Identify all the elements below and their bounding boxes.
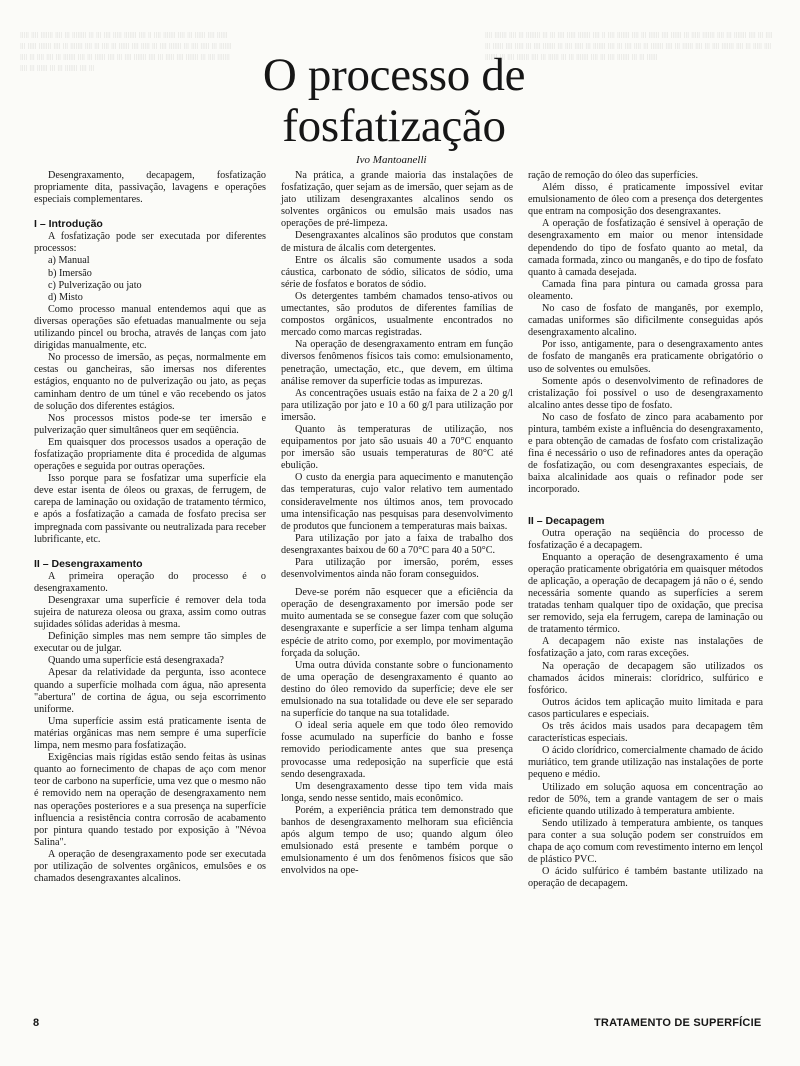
paragraph: Outros ácidos tem aplicação muito limitada e para casos particulares e especiais.	[528, 696, 763, 720]
paragraph: Na operação de decapagem são utilizados os chamados ácidos minerais: clorídrico, sulfúrico e fosfórico.	[528, 660, 763, 696]
paragraph: A decapagem não existe nas instalações de fosfatização a jato, com raras exceções.	[528, 636, 763, 660]
paragraph: O ideal seria aquele em que todo óleo removido fosse acumulado na superfície do banho e fosse removido periodicamente antes que sua presença provocasse uma redeposição na superfície que está sendo desengraxada.	[281, 720, 513, 780]
paragraph: Uma superfície assim está praticamente isenta de matérias orgânicas mas nem sempre é uma superfície limpa, nem mesmo para fosfatização.	[34, 715, 266, 752]
paragraph: Para utilização por imersão, porém, esses desenvolvimentos ainda não foram conseguidos.	[281, 557, 513, 581]
intro-paragraph: Desengraxamento, decapagem, fosfatização propriamente dita, passivação, lavagens e operações especiais complementares.	[34, 170, 266, 206]
paragraph: Quanto às temperaturas de utilização, nos equipamentos por jato são usuais 40 a 70°C enquanto por imersão são usuais temperaturas de 80°C até ebulição.	[281, 423, 513, 472]
section-heading-desengraxamento: II – Desengraxamento	[34, 557, 143, 570]
paragraph: Camada fina para pintura ou camada grossa para oleamento.	[528, 278, 763, 302]
paragraph: Por isso, antigamente, para o desengraxamento antes de fosfato de manganês era praticamente obrigatório o uso de solventes ou emulsões.	[528, 339, 763, 375]
paragraph: Na prática, a grande maioria das instalações de fosfatização, quer sejam as de imersão, quer sejam as de jato utilizam desengraxantes alcalinos sendo os solventes orgânicos ou emulsão mais usados nas operações de pré-limpeza.	[281, 170, 513, 230]
paragraph: Quando uma superfície está desengraxada?	[48, 655, 224, 667]
paragraph: A operação de desengraxamento pode ser executada por utilização de solventes orgânicos, emulsões e os chamados desengraxantes alcalinos.	[34, 848, 266, 885]
paragraph: Um desengraxamento desse tipo tem vida mais longa, sendo nesse sentido, mais econômico.	[281, 780, 513, 804]
paragraph: No processo de imersão, as peças, normalmente em cestas ou gancheiras, são imersas nos diferentes estágios, enquanto no de pulverização ou jato, as peças caminham dentro de um túnel e vão recebendo os jatos de solução dos diferentes estágios.	[34, 352, 266, 412]
paragraph: O custo da energia para aquecimento e manutenção das temperaturas, cujo valor relativo tem aumentado consideravelmente nos últimos anos, tem provocado uma intensificação nas pesquisas para desenvolvimento de produtos que funcionem a temperaturas mais baixas.	[281, 472, 513, 532]
article-title	[244, 50, 544, 152]
process-list-item: c) Pulverização ou jato	[48, 279, 142, 291]
paragraph: O ácido clorídrico, comercialmente chamado de ácido muriático, tem grande utilização nas instalações de porte pequeno e médio.	[528, 745, 763, 781]
process-list-item: b) Imersão	[48, 267, 92, 279]
paragraph: Apesar da relatividade da pergunta, isso acontece quando a superfície molhada com água, não apresenta "abertura" de cortina de água, ou seja escorrimento uniforme.	[34, 667, 266, 715]
paragraph: Desengraxar uma superfície é remover dela toda sujeira de natureza oleosa ou graxa, assim como outras sujidades sólidas aderidas à mesma.	[34, 594, 266, 631]
paragraph: A fosfatização pode ser executada por diferentes processos:	[34, 231, 266, 255]
paragraph: Uma outra dúvida constante sobre o funcionamento de uma operação de desengraxamento é quanto ao destino do óleo removido da superfície; deve ele ser emulsionado na sua totalidade ou deve ele ser separado na superfície do tanque na sua totalidade.	[281, 659, 513, 720]
paragraph: ração de remoção do óleo das superfícies.	[528, 170, 698, 181]
process-list-item: d) Misto	[48, 291, 83, 303]
paragraph: Outra operação na seqüência do processo de fosfatização é a decapagem.	[528, 527, 763, 551]
text-column-3	[528, 170, 763, 890]
paragraph: Sendo utilizado à temperatura ambiente, os tanques para conter a sua solução podem ser construídos em chapa de aço comum com revestimento interno em lençol de plástico PVC.	[528, 817, 763, 866]
paragraph: A operação de fosfatização é sensível à operação de desengraxamento em maior ou menor intensidade dependendo do tipo de fosfato quanto ao metal, da camada formada, zinco ou manganês, e do tipo de fosfato quanto à camada desejada.	[528, 218, 763, 278]
process-list	[34, 255, 266, 303]
paragraph: Os detergentes também chamados tenso-ativos ou umectantes, são produtos de diferentes famílias de compostos orgânicos, usualmente encontrados no mercado como marcas registradas.	[281, 290, 513, 339]
article-title-line-1: O processo de	[262, 49, 526, 101]
paragraph: Desengraxantes alcalinos são produtos que constam de mistura de álcalis com detergentes.	[281, 230, 513, 254]
paragraph: As concentrações usuais estão na faixa de 2 a 20 g/l para utilização por jato e 10 a 60 g/l para utilização por imersão.	[281, 387, 513, 423]
paragraph: Na operação de desengraxamento entram em função diversos fenômenos físicos tais como: emulsionamento, penetração, umectação, etc., que devem, em última análise remover da superfície todas as impurezas.	[281, 339, 513, 387]
paragraph: Os três ácidos mais usados para decapagem têm características especiais.	[528, 721, 763, 745]
paragraph: Exigências mais rígidas estão sendo feitas às usinas quanto ao fornecimento de chapas de aço com menor teor de carbono na superfície, uma vez que o mesmo não é removido nem na operação de desengraxamento nem nas operações posteriores e a sua presença na superfície influencia a resistência contra corrosão de acabamento por pintura quando testado por exposição à "Névoa Salina".	[34, 752, 266, 848]
paragraph: Isso porque para se fosfatizar uma superfície ela deve estar isenta de óleos ou graxas, de ferrugem, de carepa de laminação ou oxidação de tratamento térmico, e após a fosfatização a camada de fosfato precisa ser impregnada com passivante ou neutralizada para receber lubrificante, etc.	[34, 473, 266, 545]
magazine-name: TRATAMENTO DE SUPERFÍCIE	[594, 1017, 762, 1029]
paragraph: No caso de fosfato de manganês, por exemplo, camadas uniformes são dificilmente conseguidas após desengraxamento alcalino.	[528, 303, 763, 339]
paragraph: Em quaisquer dos processos usados a operação de fosfatização propriamente dita é procedida de algumas operações e seguida por outras operações.	[34, 436, 266, 473]
process-list-item: a) Manual	[48, 255, 90, 267]
paragraph: Entre os álcalis são comumente usados a soda cáustica, carbonato de sódio, silicatos de sódio, uma série de fosfatos e boratos de sódio.	[281, 254, 513, 290]
paragraph: Além disso, é praticamente impossível evitar emulsionamento de óleo com a presença dos detergentes que entram na composição dos desengraxantes.	[528, 182, 763, 218]
paragraph: Deve-se porém não esquecer que a eficiência da operação de desengraxamento por imersão pode ser muito aumentada se se consegue fazer com que solução desengraxante e superfície a ser limpa tenham alguma espécie de atrito como, por exemplo, por movimentação forçada da solução.	[281, 587, 513, 659]
paragraph: Somente após o desenvolvimento de refinadores de cristalização foi possível o uso de desengraxamento alcalino antes desse tipo de fosfato.	[528, 375, 763, 411]
section-heading-introducao: I – Introdução	[34, 218, 103, 231]
paragraph: Como processo manual entendemos aqui que as diversas operações são efetuadas manualmente ou seja utilizando pincel ou brocha, através de lanças com jato dirigidas manualmente, etc.	[34, 303, 266, 352]
paragraph: O ácido sulfúrico é também bastante utilizado na operação de decapagem.	[528, 866, 763, 890]
page-number: 8	[33, 1017, 40, 1029]
article-title-line-2: fosfatização	[282, 100, 506, 152]
paragraph: Porém, a experiência prática tem demonstrado que banhos de desengraxamento melhoram sua eficiência após algum tempo de uso; quando algum óleo emulsionado está presente e também porque o emulsionamento é um dos fenômenos físicos que são envolvidos na ope-	[281, 804, 513, 877]
show-through-text-left: lllll llll lllllll llll lll llllllll lll lll llll lllll lllllll llll ll llll lllllll llll lll llllll llll llllll lll lllll lllllll llll lll lllllll llll lll llll lll llllll llll lllll lll llll lllllll lll llll lllll lll lllllll llll lll llll llll lll lllllll llll lll llllll llll lll llll lllllll llll lll lllll llll lllllll lll llll lllllll llll lll llllll lll lll lllllll llll lll	[20, 31, 232, 73]
paragraph: Nos processos mistos pode-se ter imersão e pulverização quer simultâneos quer em seqüência.	[34, 412, 266, 436]
text-column-2	[281, 170, 513, 877]
paragraph: Para utilização por jato a faixa de trabalho dos desengraxantes baixou de 60 a 70°C para 40 a 50°C.	[281, 532, 513, 556]
paragraph: No caso de fosfato de zinco para acabamento por pintura, também existe a influência do desengraxamento, e para obtenção de camadas de fosfato com cristalização fina é necessário o uso de refinadores antes da operação de fosfatização, ou com desengraxantes especiais, de baixa alcalinidade aos quais o refinador pode ser incorporado.	[528, 411, 763, 496]
section-heading-decapagem: II – Decapagem	[528, 514, 605, 527]
show-through-text-right: llll lllllll llll lll llllllll lll lll llll lllll lllllll llll ll llll lllllll llll lll llllll llll llllll lll lllll lllllll llll lll lllllll llll lll llll lll llllll llll lllll lll llll lllllll lll llll lllll lll lllllll llll lll llll llll lll lllllll llll lll llllll llll lll llll lllllll llll lll lllll llll lllllll lll llll lllllll llll lll llllll lll lll lllllll llll lll llll lllllll lll lll llllll	[485, 31, 773, 62]
author-byline: Ivo Mantoanelli	[356, 154, 427, 166]
paragraph: Enquanto a operação de desengraxamento é uma operação praticamente obrigatória em quaisquer métodos de aplicação, a operação de decapagem já não o é, sendo necessária somente quando as superfícies a serem tratadas tenham qualquer tipo de oxidação, que precisa ser removido, seja ela ferrugem, carepa de laminação ou de tratamento térmico.	[528, 551, 763, 636]
paragraph: Utilizado em solução aquosa em concentração ao redor de 50%, tem a grande vantagem de ser o mais eficiente quando utilizado à temperatura ambiente.	[528, 781, 763, 817]
paragraph: Definição simples mas nem sempre tão simples de executar ou de julgar.	[34, 631, 266, 655]
text-column-1	[34, 170, 266, 885]
paragraph: A primeira operação do processo é o desengraxamento.	[34, 570, 266, 594]
